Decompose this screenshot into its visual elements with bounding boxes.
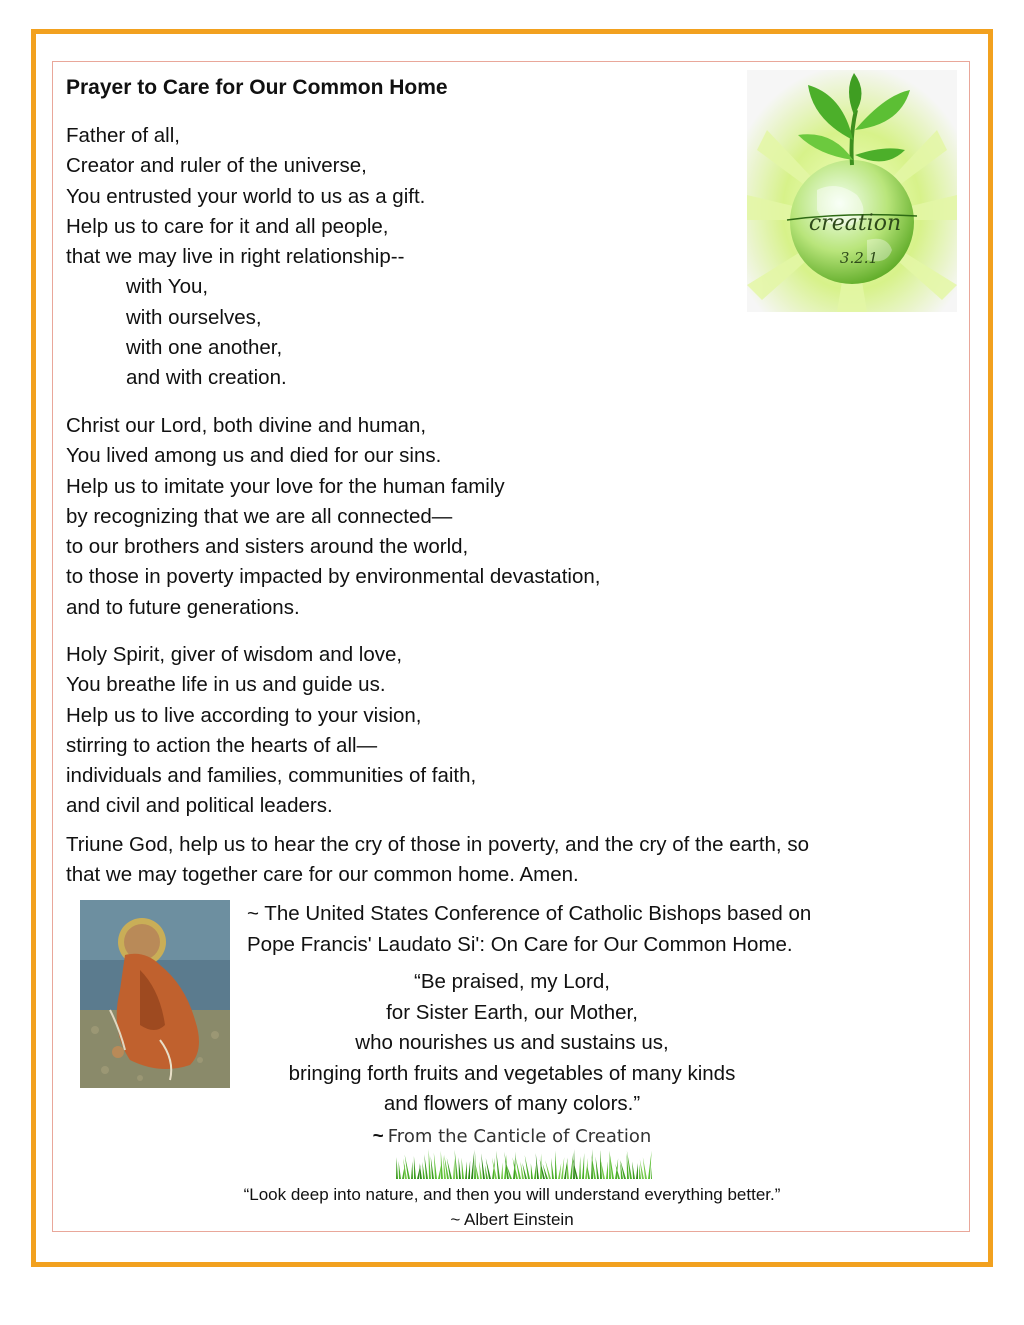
prayer-line: with You, bbox=[126, 275, 209, 299]
prayer-line: with one another, bbox=[126, 336, 283, 360]
grass-blade bbox=[636, 1163, 638, 1179]
canticle-quote bbox=[232, 967, 792, 1120]
stanza-father bbox=[66, 121, 425, 394]
stanza-triune-god bbox=[66, 830, 946, 891]
prayer-line: by recognizing that we are all connected— bbox=[66, 504, 453, 528]
prayer-line: that we may live in right relationship-- bbox=[66, 245, 405, 269]
canticle-source-text: From the Canticle of Creation bbox=[387, 1126, 652, 1147]
grass-blade bbox=[531, 1163, 533, 1179]
grass-blade bbox=[492, 1158, 495, 1179]
prayer-title: Prayer to Care for Our Common Home bbox=[66, 76, 448, 99]
creation-date: 3.2.1 bbox=[839, 249, 879, 267]
prayer-line: You lived among us and died for our sins. bbox=[66, 444, 442, 468]
grass-blade bbox=[561, 1157, 564, 1179]
canticle-source bbox=[232, 1124, 792, 1150]
grass-blade bbox=[596, 1157, 599, 1179]
saint-francis-image bbox=[80, 900, 230, 1088]
grass-blade bbox=[453, 1158, 455, 1179]
prayer-line: and to future generations. bbox=[66, 595, 300, 619]
canticle-line: bringing forth fruits and vegetables of many kinds bbox=[288, 1061, 736, 1085]
grass-blade bbox=[465, 1161, 467, 1179]
grass-blade bbox=[422, 1162, 425, 1179]
prayer-line: with ourselves, bbox=[126, 305, 262, 329]
grass-blade bbox=[582, 1153, 584, 1179]
grass-blade bbox=[555, 1151, 557, 1179]
grass-blade bbox=[471, 1150, 474, 1179]
grass-blade bbox=[468, 1161, 470, 1179]
grass-blade bbox=[476, 1165, 479, 1179]
creation-globe-image bbox=[747, 70, 957, 312]
canticle-line: “Be praised, my Lord, bbox=[414, 970, 610, 993]
grass-blade bbox=[643, 1157, 647, 1179]
grass-blade bbox=[570, 1152, 573, 1179]
grass-blade bbox=[420, 1163, 422, 1179]
grass-blade bbox=[414, 1156, 416, 1179]
canticle-line: and flowers of many colors.” bbox=[383, 1092, 641, 1115]
grass-blade bbox=[534, 1165, 536, 1179]
grass-blade bbox=[558, 1163, 561, 1179]
grass-blade bbox=[481, 1153, 485, 1179]
grass-blade bbox=[396, 1157, 398, 1179]
grass-blade bbox=[459, 1157, 461, 1179]
prayer-line: individuals and families, communities of faith, bbox=[66, 764, 477, 788]
prayer-line: Help us to care for it and all people, bbox=[66, 214, 389, 238]
prayer-line: and with creation. bbox=[126, 366, 287, 390]
prayer-line: to our brothers and sisters around the world, bbox=[66, 535, 469, 559]
prayer-line: Help us to live according to your vision, bbox=[66, 703, 422, 727]
grass-blade bbox=[648, 1151, 652, 1179]
grass-blade bbox=[501, 1163, 503, 1179]
prayer-line: You breathe life in us and guide us. bbox=[66, 673, 386, 697]
grass-decoration bbox=[396, 1149, 652, 1179]
attribution-line: Pope Francis' Laudato Si': On Care for Our Common Home. bbox=[247, 932, 793, 956]
creation-word: creation bbox=[808, 211, 902, 236]
grass-blade bbox=[424, 1154, 428, 1179]
canticle-line: who nourishes us and sustains us, bbox=[355, 1031, 669, 1054]
stanza-holy-spirit bbox=[66, 640, 476, 822]
prayer-line: Creator and ruler of the universe, bbox=[66, 154, 367, 178]
grass-blade bbox=[479, 1162, 482, 1179]
canticle-line: for Sister Earth, our Mother, bbox=[386, 1000, 638, 1024]
prayer-line: that we may together care for our common home. Amen. bbox=[66, 863, 579, 887]
grass-blade bbox=[520, 1161, 524, 1179]
prayer-line: Triune God, help us to hear the cry of those in poverty, and the cry of the earth, so bbox=[66, 833, 809, 856]
prayer-line: Help us to imitate your love for the human family bbox=[66, 474, 505, 498]
grass-blade bbox=[441, 1151, 443, 1179]
einstein-author: ~ Albert Einstein bbox=[450, 1210, 574, 1229]
grass-blade bbox=[496, 1151, 500, 1179]
grass-blade bbox=[411, 1161, 413, 1179]
prayer-line: Holy Spirit, giver of wisdom and love, bbox=[66, 643, 403, 666]
grass-blade bbox=[474, 1153, 476, 1179]
grass-blade bbox=[429, 1149, 431, 1179]
grass-blade bbox=[587, 1164, 590, 1179]
grass-blade bbox=[399, 1161, 401, 1179]
einstein-quote: “Look deep into nature, and then you will understand everything better.” bbox=[243, 1185, 781, 1204]
grass-blade bbox=[536, 1153, 539, 1179]
grass-blade bbox=[462, 1158, 464, 1179]
grass-blade bbox=[434, 1153, 437, 1179]
canticle-source-tilde: ~ bbox=[372, 1126, 384, 1147]
prayer-line: to those in poverty impacted by environmental devastation, bbox=[66, 565, 601, 589]
grass-blade bbox=[606, 1161, 608, 1179]
grass-blade bbox=[455, 1150, 458, 1179]
prayer-line: Father of all, bbox=[66, 124, 180, 147]
attribution-line: ~ The United States Conference of Catholic Bishops based on bbox=[247, 902, 812, 925]
stanza-christ bbox=[66, 411, 600, 623]
prayer-line: You entrusted your world to us as a gift. bbox=[66, 184, 426, 208]
prayer-line: Christ our Lord, both divine and human, bbox=[66, 414, 427, 437]
grass-blade bbox=[551, 1158, 554, 1179]
bishops-attribution bbox=[247, 899, 811, 960]
grass-blade bbox=[431, 1156, 434, 1179]
prayer-line: and civil and political leaders. bbox=[66, 794, 333, 818]
prayer-line: stirring to action the hearts of all— bbox=[66, 733, 378, 757]
grass-blade bbox=[579, 1156, 581, 1179]
grass-blade bbox=[632, 1161, 635, 1179]
